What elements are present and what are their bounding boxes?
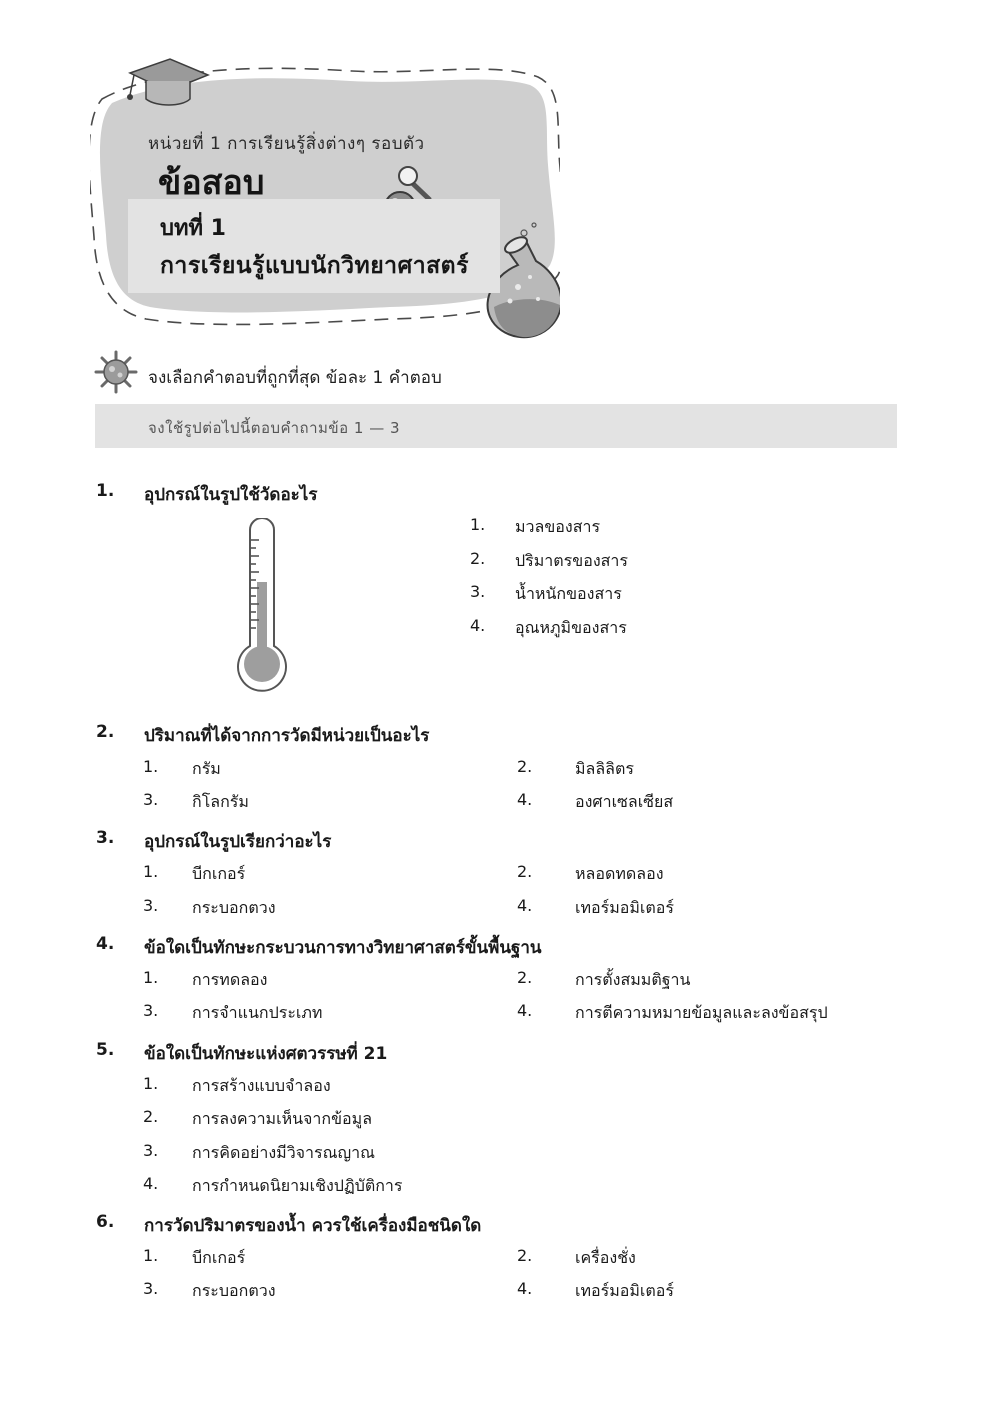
question-1-text: อุปกรณ์ในรูปใช้วัดอะไร <box>144 485 318 505</box>
question-5-text: ข้อใดเป็นทักษะแห่งศตวรรษที่ 21 <box>144 1044 388 1064</box>
q4-choice-3-number: 3. <box>143 1001 159 1020</box>
q3-choice-3-text: กระบอกตวง <box>192 898 276 917</box>
virus-bullet-icon <box>94 350 138 394</box>
question-5-number: 5. <box>96 1040 115 1060</box>
question-1-number: 1. <box>96 481 115 501</box>
q1-choice-3-text: น้ำหนักของสาร <box>515 584 622 603</box>
q6-choice-3-text: กระบอกตวง <box>192 1281 276 1300</box>
q4-choice-3-text: การจำแนกประเภท <box>192 1003 323 1022</box>
q3-choice-2-text: หลอดทดลอง <box>575 864 664 883</box>
question-3-number: 3. <box>96 828 115 848</box>
q2-choice-2-text: มิลลิลิตร <box>575 759 634 778</box>
q4-choice-1-number: 1. <box>143 968 159 987</box>
question-4-text: ข้อใดเป็นทักษะกระบวนการทางวิทยาศาสตร์ขั้นพื้นฐาน <box>144 938 542 958</box>
question-2-number: 2. <box>96 722 115 742</box>
unit-heading: หน่วยที่ 1 การเรียนรู้สิ่งต่างๆ รอบตัว <box>148 134 425 154</box>
q2-choice-4-text: องศาเซลเซียส <box>575 792 674 811</box>
q1-choice-1-text: มวลของสาร <box>515 517 601 536</box>
q3-choice-2-number: 2. <box>517 862 533 881</box>
q5-choice-4-number: 4. <box>143 1174 159 1193</box>
q1-choice-2-text: ปริมาตรของสาร <box>515 551 628 570</box>
q6-choice-1-text: บีกเกอร์ <box>192 1248 246 1267</box>
q6-choice-1-number: 1. <box>143 1246 159 1265</box>
q4-choice-2-text: การตั้งสมมติฐาน <box>575 970 691 989</box>
q2-choice-1-text: กรัม <box>192 759 221 778</box>
question-4-number: 4. <box>96 934 115 954</box>
q6-choice-4-number: 4. <box>517 1279 533 1298</box>
q4-choice-4-text: การตีความหมายข้อมูลและลงข้อสรุป <box>575 1003 828 1022</box>
question-6-text: การวัดปริมาตรของน้ำ ควรใช้เครื่องมือชนิดใด <box>144 1216 482 1236</box>
q5-choice-3-text: การคิดอย่างมีวิจารณญาณ <box>192 1143 375 1162</box>
question-6-number: 6. <box>96 1212 115 1232</box>
q2-choice-4-number: 4. <box>517 790 533 809</box>
q3-choice-3-number: 3. <box>143 896 159 915</box>
q6-choice-2-number: 2. <box>517 1246 533 1265</box>
q6-choice-4-text: เทอร์มอมิเตอร์ <box>575 1281 674 1300</box>
instruction-text: จงเลือกคำตอบที่ถูกที่สุด ข้อละ 1 คำตอบ <box>148 368 442 388</box>
q5-choice-3-number: 3. <box>143 1141 159 1160</box>
exam-title: ข้อสอบ <box>158 163 265 203</box>
q5-choice-2-number: 2. <box>143 1107 159 1126</box>
question-3-text: อุปกรณ์ในรูปเรียกว่าอะไร <box>144 832 332 852</box>
chapter-title: การเรียนรู้แบบนักวิทยาศาสตร์ <box>160 253 469 279</box>
q4-choice-1-text: การทดลอง <box>192 970 268 989</box>
q6-choice-3-number: 3. <box>143 1279 159 1298</box>
q6-choice-2-text: เครื่องชั่ง <box>575 1248 636 1267</box>
q5-choice-1-number: 1. <box>143 1074 159 1093</box>
question-2-text: ปริมาณที่ได้จากการวัดมีหน่วยเป็นอะไร <box>144 726 430 746</box>
thermometer-icon <box>232 518 292 693</box>
info-bar-text: จงใช้รูปต่อไปนี้ตอบคำถามข้อ 1 — 3 <box>148 419 401 437</box>
q3-choice-1-text: บีกเกอร์ <box>192 864 246 883</box>
q2-choice-3-text: กิโลกรัม <box>192 792 249 811</box>
q2-choice-3-number: 3. <box>143 790 159 809</box>
q1-choice-4-number: 4. <box>470 616 486 635</box>
q4-choice-4-number: 4. <box>517 1001 533 1020</box>
q5-choice-1-text: การสร้างแบบจำลอง <box>192 1076 331 1095</box>
chapter-number: บทที่ 1 <box>160 216 226 241</box>
q4-choice-2-number: 2. <box>517 968 533 987</box>
q5-choice-2-text: การลงความเห็นจากข้อมูล <box>192 1109 372 1128</box>
q1-choice-1-number: 1. <box>470 515 486 534</box>
q2-choice-2-number: 2. <box>517 757 533 776</box>
q3-choice-4-number: 4. <box>517 896 533 915</box>
q3-choice-4-text: เทอร์มอมิเตอร์ <box>575 898 674 917</box>
q1-choice-4-text: อุณหภูมิของสาร <box>515 618 627 637</box>
q1-choice-3-number: 3. <box>470 582 486 601</box>
q1-choice-2-number: 2. <box>470 549 486 568</box>
q5-choice-4-text: การกำหนดนิยามเชิงปฏิบัติการ <box>192 1176 403 1195</box>
q3-choice-1-number: 1. <box>143 862 159 881</box>
q2-choice-1-number: 1. <box>143 757 159 776</box>
